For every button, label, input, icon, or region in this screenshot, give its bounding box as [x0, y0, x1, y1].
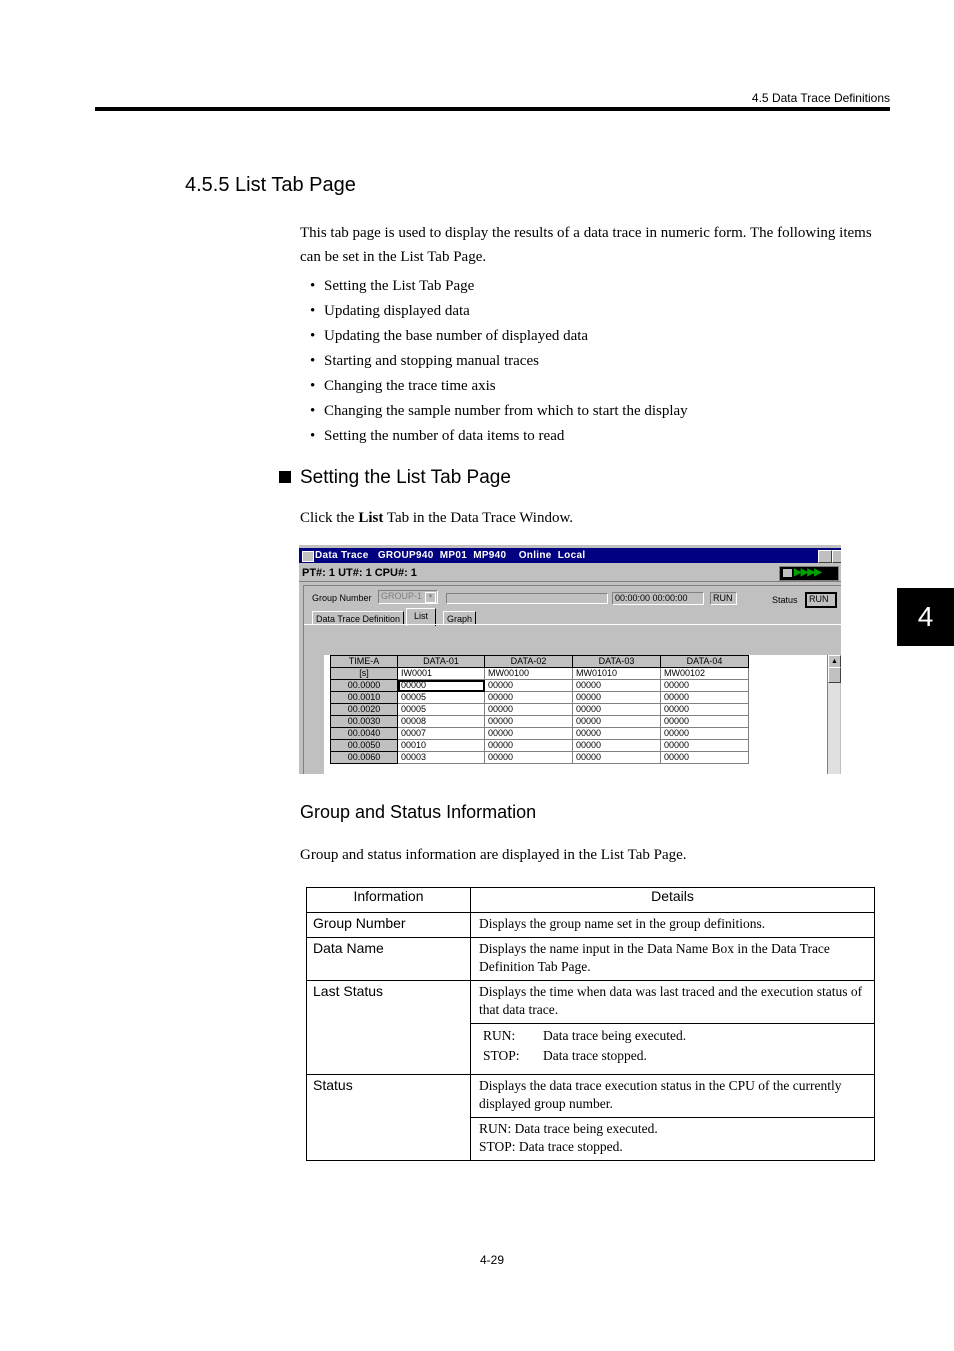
grid-time-cell: 00.0000 [331, 680, 398, 692]
row-details: Displays the name input in the Data Name Box in the Data Trace Definition Tab Page. [471, 938, 875, 981]
intro-paragraph: This tab page is used to display the results of a data trace in numeric form. The following items can be set in the List Tab Page. [300, 225, 872, 265]
row-details: Displays the data trace execution status in the CPU of the currently displayed group number. [471, 1075, 875, 1118]
grid-header-row [331, 656, 749, 668]
status-square-icon [783, 569, 792, 577]
maximize-button[interactable] [832, 550, 841, 563]
group-status-heading: Group and Status Information [300, 802, 537, 822]
bullet-item: • Setting the List Tab Page [310, 274, 688, 299]
grid-cell[interactable]: 00000 [661, 716, 749, 728]
pt-ut-cpu-info: PT#: 1 UT#: 1 CPU#: 1 [302, 567, 417, 579]
grid-cell[interactable]: 00000 [485, 704, 573, 716]
table-row [307, 981, 875, 1024]
row-name: Group Number [307, 913, 471, 938]
grid-header-cell[interactable]: DATA-01 [398, 656, 485, 668]
group-status-text: Group and status information are displayed in the List Tab Page. [300, 847, 687, 863]
instruction-prefix: Click the [300, 510, 359, 526]
grid-row [331, 740, 749, 752]
trace-status-indicator [779, 566, 839, 581]
time-field [612, 592, 704, 605]
grid-row [331, 728, 749, 740]
status-label: Status [772, 595, 798, 605]
tab-divider [304, 624, 841, 625]
status-value: Data trace stopped. [543, 1048, 647, 1063]
grid-row [331, 716, 749, 728]
instruction-text [300, 510, 573, 527]
subsection-heading: Setting the List Tab Page [300, 467, 511, 488]
grid-row [331, 752, 749, 764]
col-information: Information [307, 888, 471, 913]
bullet-item: • Starting and stopping manual traces [310, 349, 688, 374]
row-name: Status [307, 1075, 471, 1161]
grid-cell[interactable]: 00000 [485, 680, 573, 692]
info-table [306, 887, 875, 1161]
grid-cell[interactable]: 00000 [573, 740, 661, 752]
grid-name-cell[interactable]: MW00100 [485, 668, 573, 680]
status-value: RUN [809, 594, 829, 604]
status-stop-line [483, 1046, 866, 1066]
grid-unit-cell: [s] [331, 668, 398, 680]
bullet-item: • Changing the sample number from which to start the display [310, 399, 688, 424]
grid-cell[interactable]: 00000 [485, 716, 573, 728]
run-field [710, 592, 737, 605]
grid-header-cell[interactable]: DATA-03 [573, 656, 661, 668]
info-bar [299, 565, 841, 582]
row-status-values [471, 1118, 875, 1161]
instruction-bold: List [358, 510, 384, 526]
time-value: 00:00:00 00:00:00 [615, 593, 688, 603]
table-row [307, 913, 875, 938]
chapter-tab: 4 [897, 588, 954, 646]
grid-row [331, 680, 749, 692]
status-value: Data trace being executed. [543, 1028, 687, 1043]
tab-graph[interactable]: Graph [443, 611, 476, 625]
header-rule [95, 107, 890, 111]
row-name: Data Name [307, 938, 471, 981]
grid-cell[interactable]: 00007 [398, 728, 485, 740]
col-details: Details [471, 888, 875, 913]
row-name: Last Status [307, 981, 471, 1075]
info-table-header [307, 888, 875, 913]
tab-data-trace-definition[interactable]: Data Trace Definition [312, 611, 404, 625]
bullet-list [310, 274, 688, 449]
grid-cell[interactable]: 00000 [573, 728, 661, 740]
grid-cell[interactable]: 00000 [661, 680, 749, 692]
run-value: RUN [713, 593, 733, 603]
table-row [307, 1075, 875, 1118]
grid-cell[interactable]: 00010 [398, 740, 485, 752]
list-grid-area [324, 655, 834, 774]
status-stop-line: STOP: Data trace stopped. [479, 1139, 623, 1154]
play-arrows-icon: ▶▶▶▶ [794, 567, 821, 578]
grid-row [331, 704, 749, 716]
grid-row [331, 692, 749, 704]
grid-cell[interactable]: 00000 [485, 752, 573, 764]
grid-cell[interactable]: 00000 [661, 728, 749, 740]
window-icon [302, 551, 314, 562]
grid-cell-selected[interactable]: 00000 [398, 680, 485, 692]
grid-cell[interactable]: 00003 [398, 752, 485, 764]
grid-cell[interactable]: 00000 [485, 740, 573, 752]
bullet-item: • Changing the trace time axis [310, 374, 688, 399]
bullet-item: • Updating the base number of displayed data [310, 324, 688, 349]
grid-cell[interactable]: 00005 [398, 692, 485, 704]
grid-time-cell: 00.0050 [331, 740, 398, 752]
window-titlebar [299, 548, 841, 563]
group-number-label: Group Number [312, 593, 372, 603]
grid-time-cell: 00.0030 [331, 716, 398, 728]
status-run-line: RUN: Data trace being executed. [479, 1121, 658, 1136]
status-key: STOP: [483, 1048, 520, 1063]
grid-cell[interactable]: 00000 [661, 740, 749, 752]
grid-name-cell[interactable]: MW01010 [573, 668, 661, 680]
grid-cell[interactable]: 00000 [573, 704, 661, 716]
grid-cell[interactable]: 00000 [573, 752, 661, 764]
grid-header-cell[interactable]: TIME-A [331, 656, 398, 668]
scroll-up-icon[interactable]: ▲ [828, 655, 841, 668]
grid-cell[interactable]: 00005 [398, 704, 485, 716]
grid-cell[interactable]: 00000 [573, 680, 661, 692]
grid-time-cell: 00.0060 [331, 752, 398, 764]
data-trace-screenshot [297, 545, 841, 774]
grid-cell[interactable]: 00000 [573, 692, 661, 704]
square-bullet-icon [279, 471, 291, 483]
row-status-values [471, 1024, 875, 1075]
grid-cell[interactable]: 00000 [661, 752, 749, 764]
chevron-down-icon[interactable]: ▼ [425, 592, 436, 603]
row-details: Displays the group name set in the group definitions. [471, 913, 875, 938]
grid-time-cell: 00.0020 [331, 704, 398, 716]
window-title: Data Trace GROUP940 MP01 MP940 Online Local [315, 550, 586, 561]
grid-cell[interactable]: 00000 [485, 692, 573, 704]
grid-cell[interactable]: 00000 [661, 704, 749, 716]
grid-cell[interactable]: 00000 [661, 692, 749, 704]
page-number: 4-29 [480, 1253, 505, 1267]
scroll-thumb[interactable] [828, 667, 841, 683]
running-head: 4.5 Data Trace Definitions [751, 91, 890, 105]
grid-cell[interactable]: 00000 [573, 716, 661, 728]
grid-cell[interactable]: 00008 [398, 716, 485, 728]
section-title: 4.5.5 List Tab Page [185, 174, 356, 196]
data-grid [330, 655, 749, 764]
group-number-select[interactable] [378, 590, 438, 604]
table-row [307, 938, 875, 981]
grid-name-cell[interactable]: MW00102 [661, 668, 749, 680]
status-field [805, 592, 837, 608]
instruction-suffix: Tab in the Data Trace Window. [383, 510, 574, 526]
grid-name-row [331, 668, 749, 680]
grid-header-cell[interactable]: DATA-04 [661, 656, 749, 668]
grid-header-cell[interactable]: DATA-02 [485, 656, 573, 668]
status-key: RUN: [483, 1028, 516, 1043]
tab-list[interactable]: List [406, 608, 436, 626]
last-status-field [446, 593, 608, 604]
vertical-scrollbar[interactable] [827, 655, 840, 774]
bullet-item: • Setting the number of data items to read [310, 424, 688, 449]
minimize-button[interactable] [818, 550, 832, 563]
row-details: Displays the time when data was last traced and the execution status of that data trace. [471, 981, 875, 1024]
bullet-item: • Updating displayed data [310, 299, 688, 324]
group-number-value: GROUP-1 [381, 591, 423, 601]
grid-name-cell[interactable]: IW0001 [398, 668, 485, 680]
grid-time-cell: 00.0010 [331, 692, 398, 704]
grid-time-cell: 00.0040 [331, 728, 398, 740]
grid-cell[interactable]: 00000 [485, 728, 573, 740]
status-run-line [483, 1026, 866, 1046]
